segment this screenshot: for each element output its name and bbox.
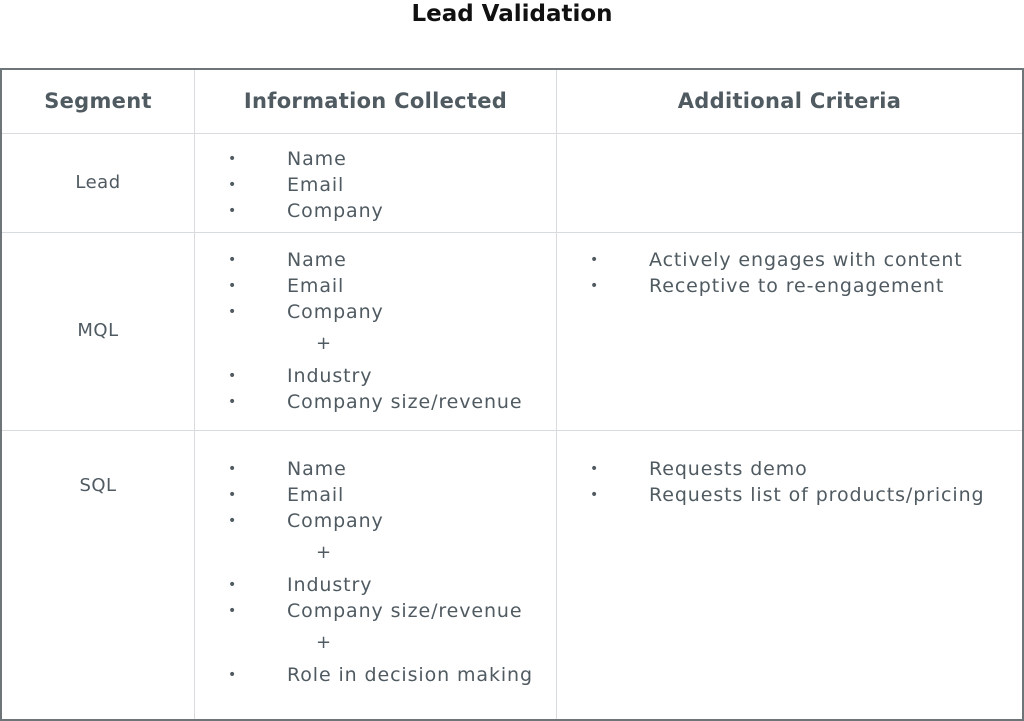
list-item-text: Name (287, 148, 347, 170)
lead-validation-table (0, 68, 1024, 721)
column-divider (194, 70, 195, 719)
bullet-icon: • (590, 252, 600, 268)
bullet-icon: • (228, 368, 238, 384)
list-item-text: Company (287, 200, 384, 222)
list-item-text: Actively engages with content (649, 249, 963, 271)
list-item-text: Industry (287, 365, 373, 387)
bullet-icon: • (228, 577, 238, 593)
bullet-icon: • (228, 151, 238, 167)
bullet-icon: • (228, 252, 238, 268)
bullet-icon: • (590, 278, 600, 294)
bullet-icon: • (228, 667, 238, 683)
bullet-icon: • (228, 603, 238, 619)
bullet-icon: • (228, 487, 238, 503)
list-item-text: Requests list of products/pricing (649, 484, 985, 506)
list-item-text: Company size/revenue (287, 391, 523, 413)
bullet-icon: • (590, 461, 600, 477)
bullet-icon: • (228, 177, 238, 193)
plus-icon: + (316, 542, 332, 563)
page-title: Lead Validation (411, 1, 613, 27)
list-item-text: Role in decision making (287, 664, 533, 686)
list-item-text: Email (287, 275, 345, 297)
table-row-sql (2, 431, 1022, 719)
segment-cell: Lead (75, 172, 121, 193)
header-additional-criteria: Additional Criteria (677, 89, 902, 113)
segment-cell: SQL (79, 475, 117, 496)
list-item-text: Name (287, 458, 347, 480)
table-header-row (2, 70, 1022, 134)
list-item-text: Name (287, 249, 347, 271)
list-item-text: Email (287, 484, 345, 506)
segment-cell: MQL (77, 320, 119, 341)
bullet-icon: • (228, 513, 238, 529)
list-item-text: Industry (287, 574, 373, 596)
list-item-text: Company (287, 301, 384, 323)
bullet-icon: • (228, 203, 238, 219)
plus-icon: + (316, 333, 332, 354)
bullet-icon: • (590, 487, 600, 503)
bullet-icon: • (228, 461, 238, 477)
column-divider (556, 70, 557, 719)
table-row-mql (2, 233, 1022, 431)
header-segment: Segment (44, 89, 152, 113)
plus-icon: + (316, 632, 332, 653)
list-item-text: Receptive to re-engagement (649, 275, 945, 297)
bullet-icon: • (228, 394, 238, 410)
bullet-icon: • (228, 278, 238, 294)
bullet-icon: • (228, 304, 238, 320)
list-item-text: Company size/revenue (287, 600, 523, 622)
list-item-text: Email (287, 174, 345, 196)
list-item-text: Requests demo (649, 458, 808, 480)
table-row-lead (2, 134, 1022, 233)
header-information-collected: Information Collected (243, 89, 508, 113)
list-item-text: Company (287, 510, 384, 532)
